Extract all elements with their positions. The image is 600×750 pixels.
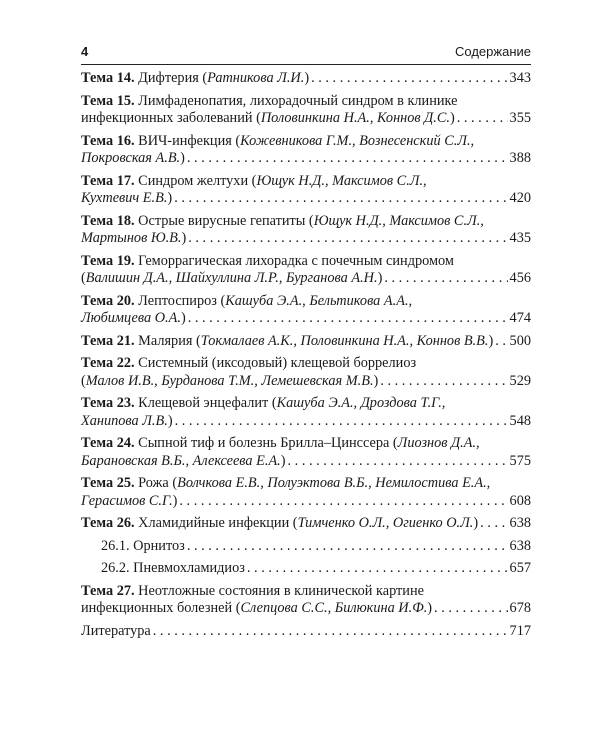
page-number-ref: 608 xyxy=(509,492,531,509)
toc-entry[interactable] xyxy=(81,213,531,248)
toc-line-text xyxy=(81,253,454,271)
page-number-ref: 474 xyxy=(509,310,531,326)
topic-title: Неотложные состояния в клинической картине xyxy=(138,582,424,599)
toc-line-text xyxy=(81,93,457,111)
toc-line xyxy=(81,190,531,208)
topic-number: Тема 18. xyxy=(81,212,135,229)
toc-line xyxy=(81,623,531,641)
dot-leader xyxy=(179,493,507,511)
page-number-ref: 575 xyxy=(509,452,531,469)
toc-line-text xyxy=(81,310,186,328)
topic-authors: Тимченко О.Л., Огиенко О.Л. xyxy=(297,515,474,531)
toc-line xyxy=(81,70,531,88)
topic-title: инфекционных заболеваний ( xyxy=(81,110,261,126)
toc-line-text xyxy=(81,150,185,168)
topic-title: Сыпной тиф и болезнь Брилла–Цинссера ( xyxy=(138,435,398,451)
toc-line-text xyxy=(81,395,445,413)
toc-line-text xyxy=(81,110,455,128)
toc-entry[interactable] xyxy=(81,435,531,470)
toc-line-text xyxy=(81,190,172,208)
toc-line-text xyxy=(81,475,490,493)
page-header xyxy=(81,43,531,63)
toc-line xyxy=(81,173,531,191)
toc-line xyxy=(81,413,531,431)
page-number-ref: 420 xyxy=(509,190,531,206)
toc-entry[interactable] xyxy=(81,93,531,128)
page-number: 4 xyxy=(81,44,89,59)
toc-line xyxy=(81,435,531,453)
toc-line xyxy=(81,373,531,391)
toc-entry[interactable] xyxy=(81,623,531,641)
toc-subentry[interactable] xyxy=(81,538,531,556)
toc-line xyxy=(81,133,531,151)
dot-leader xyxy=(153,623,508,641)
page-number-ref: 638 xyxy=(509,515,531,531)
topic-authors: Ханипова Л.В. xyxy=(81,412,168,429)
page-number-ref: 388 xyxy=(509,150,531,166)
topic-title: ( xyxy=(81,372,86,389)
section-title: Содержание xyxy=(455,44,531,59)
topic-number: Тема 20. xyxy=(81,292,135,309)
toc-line xyxy=(81,230,531,248)
topic-title: Геморрагическая лихорадка с почечным синдромом xyxy=(138,252,454,269)
topic-title: 26.2. Пневмохламидиоз xyxy=(101,560,245,576)
topic-authors: Кожевникова Г.М., Вознесенский С.Л., xyxy=(240,132,475,149)
topic-authors: Покровская А.В. xyxy=(81,150,181,166)
topic-authors: Лиознов Д.А., xyxy=(397,435,480,451)
topic-number: Тема 15. xyxy=(81,92,135,109)
toc-line xyxy=(81,493,531,511)
title-punct: ) xyxy=(181,230,187,246)
toc-entry[interactable] xyxy=(81,583,531,618)
page-number-ref: 500 xyxy=(509,332,531,349)
toc-line-text xyxy=(81,373,378,391)
topic-number: Тема 16. xyxy=(81,132,135,149)
page-number-ref: 435 xyxy=(509,230,531,246)
dot-leader xyxy=(380,373,507,391)
toc-line-text xyxy=(81,493,177,511)
toc-entry[interactable] xyxy=(81,253,531,288)
toc-line xyxy=(81,253,531,271)
toc-line-text xyxy=(81,435,480,453)
topic-number: Тема 17. xyxy=(81,172,135,189)
toc-line xyxy=(81,453,531,471)
topic-authors: Ющук Н.Д., Максимов С.Л., xyxy=(256,172,427,189)
dot-leader xyxy=(480,515,507,533)
toc-entry[interactable] xyxy=(81,293,531,328)
toc-line xyxy=(81,395,531,413)
title-punct: ) xyxy=(280,452,286,469)
title-punct: ) xyxy=(167,412,173,429)
title-punct: ) xyxy=(449,110,455,126)
page-number-ref: 456 xyxy=(509,270,531,286)
dot-leader xyxy=(495,333,507,351)
topic-number: Тема 27. xyxy=(81,582,135,599)
topic-title: Лептоспироз ( xyxy=(138,292,226,309)
title-punct: ) xyxy=(180,310,186,326)
topic-number: Тема 23. xyxy=(81,395,135,411)
topic-title: ВИЧ-инфекция ( xyxy=(138,132,241,149)
toc-line xyxy=(81,310,531,328)
topic-authors: Ющук Н.Д., Максимов С.Л., xyxy=(313,212,484,229)
page-number-ref: 548 xyxy=(509,412,531,429)
topic-title: Острые вирусные гепатиты ( xyxy=(138,212,314,229)
toc-entry[interactable] xyxy=(81,355,531,390)
topic-title: ( xyxy=(81,270,86,286)
topic-number: Тема 22. xyxy=(81,355,135,371)
title-punct: ) xyxy=(377,270,383,286)
toc-line-text xyxy=(81,515,478,533)
toc-line-text xyxy=(81,230,186,248)
topic-authors: Кухтевич Е.В. xyxy=(81,190,168,206)
toc-line-text xyxy=(81,293,412,311)
topic-title: Дифтерия ( xyxy=(138,70,208,86)
dot-leader xyxy=(384,270,507,288)
page-number-ref: 343 xyxy=(509,70,531,86)
toc-line xyxy=(101,560,531,578)
title-punct: ) xyxy=(172,492,178,509)
topic-number: Тема 14. xyxy=(81,70,135,86)
toc-line-text xyxy=(81,355,416,373)
dot-leader xyxy=(175,413,508,431)
toc-line xyxy=(81,93,531,111)
toc-line-text xyxy=(81,623,151,641)
toc-line-text xyxy=(81,213,484,231)
topic-title: 26.1. Орнитоз xyxy=(101,537,185,554)
title-punct: ) xyxy=(488,332,494,349)
title-punct: ) xyxy=(167,190,173,206)
topic-authors: Малов И.В., Бурданова Т.М., Лемешевская М.В. xyxy=(85,372,374,389)
topic-number: Тема 21. xyxy=(81,332,135,349)
topic-authors: Герасимов С.Г. xyxy=(81,492,173,509)
topic-authors: Ратникова Л.И. xyxy=(207,70,305,86)
toc-line xyxy=(81,583,531,601)
toc-line xyxy=(81,270,531,288)
title-punct: ) xyxy=(373,372,379,389)
topic-authors: Кашуба Э.А., Бельтикова А.А., xyxy=(225,292,413,309)
page-number-ref: 717 xyxy=(509,622,531,639)
toc-entry[interactable] xyxy=(81,133,531,168)
toc-entry[interactable] xyxy=(81,333,531,351)
topic-number: Тема 24. xyxy=(81,435,135,451)
toc-entry[interactable] xyxy=(81,395,531,430)
toc-line-text xyxy=(81,133,474,151)
topic-authors: Слепцова С.С., Билюкина И.Ф. xyxy=(240,600,428,616)
toc-line-text xyxy=(81,453,286,471)
topic-authors: Мартынов Ю.В. xyxy=(81,230,182,246)
topic-title: Литература xyxy=(81,622,151,639)
header-rule xyxy=(81,64,531,65)
toc-line xyxy=(81,355,531,373)
toc-line xyxy=(81,293,531,311)
toc-line xyxy=(81,600,531,618)
toc-line xyxy=(81,333,531,351)
topic-authors: Половинкина Н.А., Коннов Д.С. xyxy=(260,110,450,126)
page-number-ref: 638 xyxy=(509,537,531,554)
page-number-ref: 678 xyxy=(509,600,531,616)
topic-number: Тема 25. xyxy=(81,475,135,491)
topic-title: Клещевой энцефалит ( xyxy=(138,395,277,411)
topic-title: Рожа ( xyxy=(138,475,178,491)
dot-leader xyxy=(187,150,508,168)
toc-line-text xyxy=(81,413,173,431)
topic-title: Малярия ( xyxy=(138,332,201,349)
toc-line xyxy=(101,538,531,556)
topic-number: Тема 26. xyxy=(81,515,135,531)
toc-entry[interactable] xyxy=(81,515,531,533)
dot-leader xyxy=(188,230,507,248)
toc-line-text xyxy=(81,333,493,351)
dot-leader xyxy=(187,538,508,556)
toc-line-text xyxy=(81,70,309,88)
toc-entry[interactable] xyxy=(81,70,531,88)
page-number-ref: 355 xyxy=(509,110,531,126)
toc-line xyxy=(81,110,531,128)
dot-leader xyxy=(174,190,507,208)
title-punct: ) xyxy=(473,515,479,531)
topic-authors: Любимцева О.А. xyxy=(81,310,181,326)
topic-authors: Волчкова Е.В., Полуэктова В.Б., Немилостива Е.А., xyxy=(177,475,491,491)
page-number-ref: 529 xyxy=(509,372,531,389)
toc-line xyxy=(81,213,531,231)
title-punct: ) xyxy=(427,600,433,616)
topic-title: Лимфаденопатия, лихорадочный синдром в клинике xyxy=(138,92,458,109)
topic-title: Хламидийные инфекции ( xyxy=(138,515,298,531)
toc-line-text xyxy=(81,583,424,601)
topic-number: Тема 19. xyxy=(81,252,135,269)
title-punct: ) xyxy=(304,70,310,86)
topic-authors: Токмалаев А.К., Половинкина Н.А., Коннов В.В. xyxy=(200,332,489,349)
toc-line-text xyxy=(81,173,427,191)
dot-leader xyxy=(188,310,508,328)
toc-line-text xyxy=(81,600,432,618)
topic-title: Синдром желтухи ( xyxy=(138,172,257,189)
dot-leader xyxy=(434,600,508,618)
topic-title: инфекционных болезней ( xyxy=(81,600,241,616)
toc-line-text xyxy=(81,270,382,288)
toc-line xyxy=(81,150,531,168)
topic-authors: Барановская В.Б., Алексеева Е.А. xyxy=(81,452,281,469)
topic-authors: Валишин Д.А., Шайхуллина Л.Р., Бурганова А.Н. xyxy=(85,270,378,286)
table-of-contents xyxy=(81,70,531,645)
toc-subentry[interactable] xyxy=(81,560,531,578)
toc-line-text xyxy=(101,560,245,578)
toc-line-text xyxy=(101,538,185,556)
dot-leader xyxy=(247,560,508,578)
toc-line xyxy=(81,515,531,533)
toc-line xyxy=(81,475,531,493)
toc-entry[interactable] xyxy=(81,475,531,510)
topic-title: Системный (иксодовый) клещевой боррелиоз xyxy=(138,355,417,371)
page-number-ref: 657 xyxy=(509,560,531,576)
title-punct: ) xyxy=(180,150,185,166)
topic-authors: Кашуба Э.А., Дроздова Т.Г., xyxy=(276,395,446,411)
dot-leader xyxy=(311,70,507,88)
dot-leader xyxy=(288,453,508,471)
dot-leader xyxy=(457,110,508,128)
toc-entry[interactable] xyxy=(81,173,531,208)
